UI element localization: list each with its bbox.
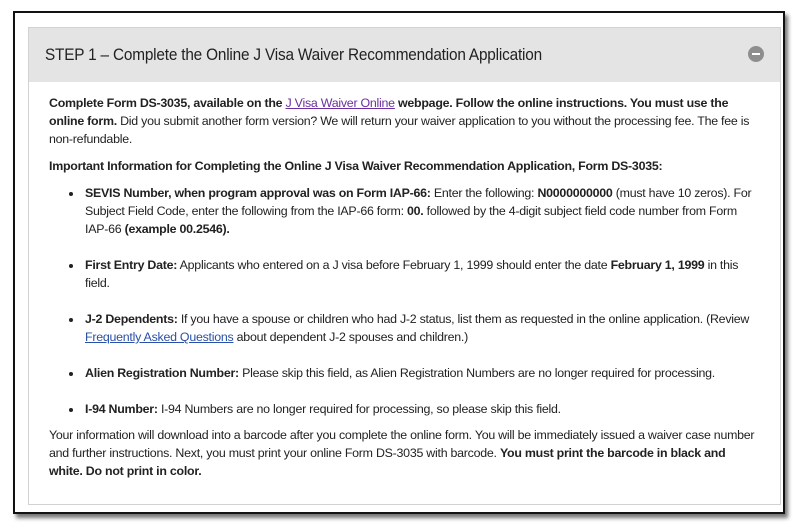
intro-bold-start: Complete Form DS-3035, available on the	[49, 96, 286, 110]
important-heading: Important Information for Completing the Online J Visa Waiver Recommendation Application, Form DS-3035:	[49, 159, 663, 173]
list-item-sevis: • SEVIS Number, when program approval was on Form IAP-66: Enter the following: N0000000000 (must have 10 zeros). For Subject Field Code, enter the following from the IAP-66 form: 00. followed by the 4-digit subject field code number from Form IAP-66 (example 00.2546).	[83, 184, 760, 238]
panel-body	[29, 82, 780, 480]
screenshot-frame	[13, 11, 785, 514]
list-item-first-entry: • First Entry Date: Applicants who entered on a J visa before February 1, 1999 should enter the date February 1, 1999 in this field.	[83, 256, 760, 292]
j-visa-waiver-online-link[interactable]: J Visa Waiver Online	[285, 96, 395, 110]
list-item-i94: • I-94 Number: I-94 Numbers are no longer required for processing, so please skip this field.	[83, 400, 760, 418]
collapse-minus-icon[interactable]	[748, 46, 764, 62]
faq-link[interactable]: Frequently Asked Questions	[85, 330, 234, 344]
info-list	[49, 184, 760, 418]
accordion-header[interactable]	[29, 28, 780, 82]
intro-normal-text: Did you submit another form version? We will return your waiver application to you without the processing fee. The fee is non-refundable.	[49, 114, 750, 146]
accordion-panel	[28, 27, 781, 505]
list-item-j2-dependents: • J-2 Dependents: If you have a spouse or children who had J-2 status, list them as requested in the online application. (Review Frequently Asked Questions about dependent J-2 spouses and children.)	[83, 310, 760, 346]
intro-paragraph	[49, 94, 760, 148]
intro-bold-end: webpage. Follow the online instructions. You must use the online form.	[49, 96, 729, 128]
panel-title: STEP 1 – Complete the Online J Visa Waiver Recommendation Application	[45, 45, 542, 64]
list-item-alien-registration: • Alien Registration Number: Please skip this field, as Alien Registration Numbers are no longer required for processing.	[83, 364, 760, 382]
footer-paragraph: Your information will download into a barcode after you complete the online form. You will be immediately issued a waiver case number and further instructions. Next, you must print your online Form DS-3035 with barcode. You must print the barcode in black and white. Do not print in color.	[49, 428, 755, 478]
